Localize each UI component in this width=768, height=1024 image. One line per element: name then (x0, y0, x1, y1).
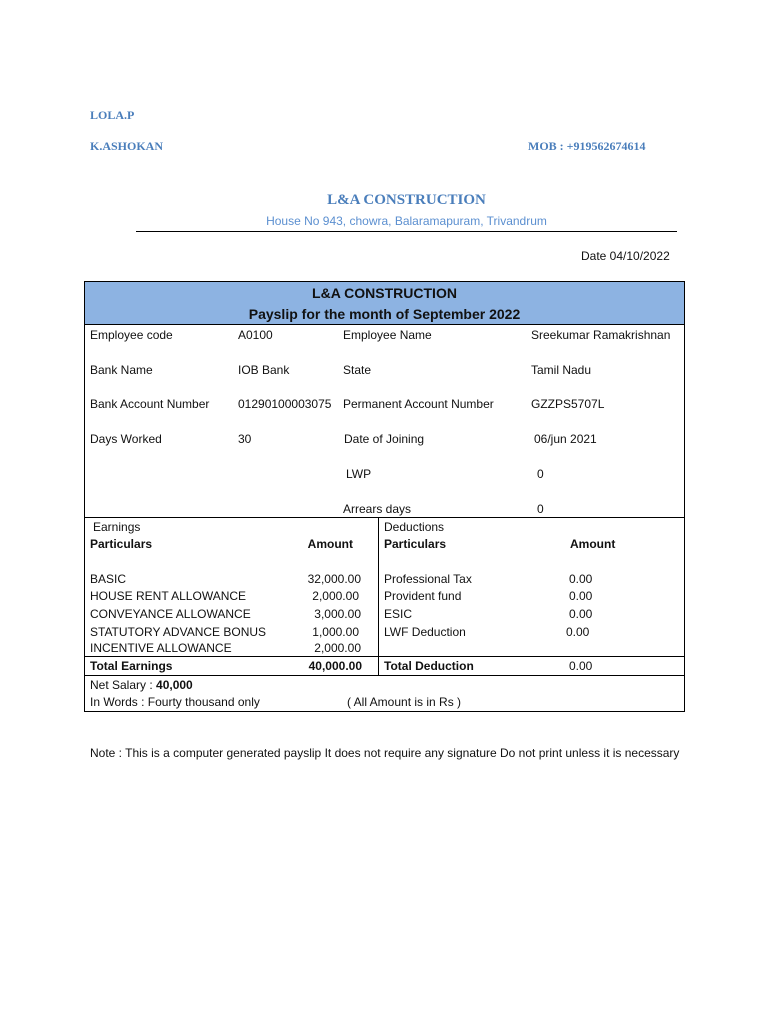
letterhead-name-2: K.ASHOKAN (90, 139, 164, 153)
total-earnings-value: 40,000.00 (308, 659, 362, 673)
earning-item-amount: 32,000.00 (307, 572, 361, 586)
pan-label: Permanent Account Number (343, 397, 494, 411)
payslip-date: Date 04/10/2022 (581, 249, 670, 263)
net-salary-label: Net Salary : (90, 678, 157, 692)
earning-item-amount: 2,000.00 (312, 589, 359, 603)
lwp-label: LWP (346, 467, 372, 481)
payslip-title: Payslip for the month of September 2022 (248, 306, 521, 322)
deduction-item-amount: 0.00 (569, 589, 593, 603)
bank-name-value: IOB Bank (238, 363, 290, 377)
deduction-item-amount: 0.00 (566, 625, 590, 639)
payslip-note: Note : This is a computer generated payslip It does not require any signature Do not print unless it is necessary (90, 746, 680, 760)
earning-item-name: BASIC (90, 572, 127, 586)
doj-label: Date of Joining (344, 432, 425, 446)
earnings-amount-header: Amount (307, 537, 353, 551)
bank-name-label: Bank Name (90, 363, 153, 377)
lwp-value: 0 (537, 467, 544, 481)
earnings-section-label: Earnings (93, 520, 141, 534)
days-worked-value: 30 (238, 432, 252, 446)
section-divider (85, 517, 684, 518)
deduction-item-amount: 0.00 (569, 607, 593, 621)
earning-item-name: HOUSE RENT ALLOWANCE (90, 589, 247, 603)
letterhead-divider (136, 231, 677, 232)
arrears-label: Arrears days (343, 502, 412, 516)
earning-item-name: INCENTIVE ALLOWANCE (90, 641, 232, 655)
bank-account-label: Bank Account Number (90, 397, 210, 411)
deductions-amount-header: Amount (570, 537, 616, 551)
total-deduction-label: Total Deduction (384, 659, 474, 673)
employee-name-value: Sreekumar Ramakrishnan (531, 328, 671, 342)
earning-item-amount: 1,000.00 (312, 625, 359, 639)
earning-item-amount: 3,000.00 (314, 607, 361, 621)
days-worked-label: Days Worked (90, 432, 162, 446)
total-deduction-value: 0.00 (569, 659, 593, 673)
earning-item-amount: 2,000.00 (314, 641, 361, 655)
bank-account-value: 01290100003075 (238, 397, 332, 411)
payslip-header (85, 282, 684, 325)
payslip-table (84, 281, 685, 712)
deductions-section-label: Deductions (384, 520, 445, 534)
total-earnings-label: Total Earnings (90, 659, 173, 673)
state-value: Tamil Nadu (531, 363, 592, 377)
employee-code-value: A0100 (238, 328, 273, 342)
letterhead-mobile: MOB : +919562674614 (528, 139, 646, 153)
amount-in-words: In Words : Fourty thousand only (90, 695, 260, 709)
deduction-item-name: LWF Deduction (384, 625, 466, 639)
currency-note: ( All Amount is in Rs ) (347, 695, 462, 709)
column-divider (378, 517, 379, 675)
employee-code-label: Employee code (90, 328, 173, 342)
net-salary-value: 40,000 (156, 678, 193, 692)
earning-item-name: CONVEYANCE ALLOWANCE (90, 607, 251, 621)
deduction-item-name: ESIC (384, 607, 413, 621)
payslip-company: L&A CONSTRUCTION (312, 285, 457, 301)
employee-name-label: Employee Name (343, 328, 432, 342)
letterhead-address: House No 943, chowra, Balaramapuram, Trivandrum (266, 214, 547, 228)
arrears-value: 0 (537, 502, 544, 516)
pan-value: GZZPS5707L (531, 397, 605, 411)
deduction-item-amount: 0.00 (569, 572, 593, 586)
state-label: State (343, 363, 372, 377)
doj-value: 06/jun 2021 (534, 432, 597, 446)
letterhead-name-1: LOLA.P (90, 108, 135, 122)
earnings-particulars-header: Particulars (90, 537, 153, 551)
net-salary (90, 678, 193, 692)
deduction-item-name: Provident fund (384, 589, 462, 603)
earning-item-name: STATUTORY ADVANCE BONUS (90, 625, 267, 639)
letterhead-company: L&A CONSTRUCTION (327, 192, 486, 208)
totals-top-divider (85, 656, 684, 657)
deduction-item-name: Professional Tax (384, 572, 472, 586)
deductions-particulars-header: Particulars (384, 537, 447, 551)
totals-bottom-divider (85, 675, 684, 676)
